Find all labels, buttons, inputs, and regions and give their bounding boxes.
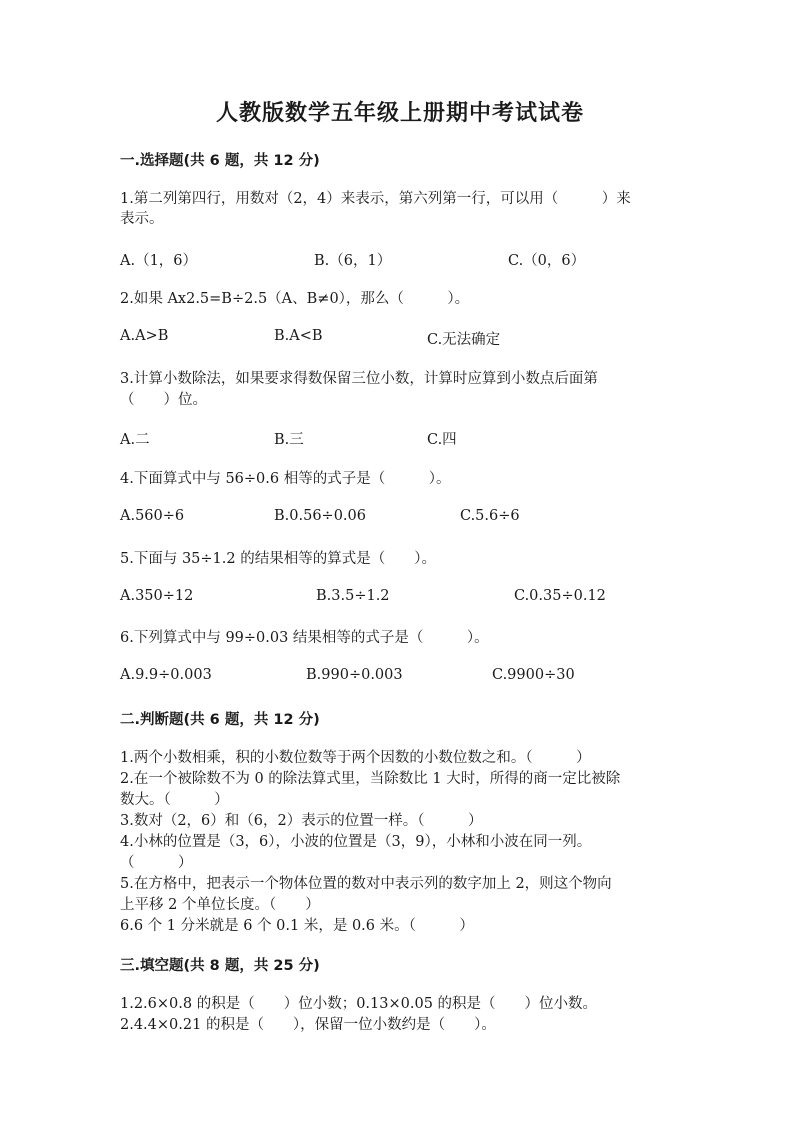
option-c: C.无法确定 — [427, 332, 501, 348]
question-text: 6.下列算式中与 99÷0.03 结果相等的式子是（ ）。 — [120, 630, 489, 646]
option-c: C.9900÷30 — [492, 667, 575, 683]
option-c: C.0.35÷0.12 — [514, 588, 606, 604]
option-b: B.0.56÷0.06 — [274, 508, 366, 524]
statement-line: 4.小林的位置是（3，6），小波的位置是（3，9），小林和小波在同一列。 — [120, 834, 592, 850]
fill-in-line: 2.4.4×0.21 的积是（ ），保留一位小数约是（ ）。 — [120, 1017, 496, 1033]
option-b: B.A<B — [274, 328, 323, 344]
statement-line: 上平移 2 个单位长度。（ ） — [120, 897, 320, 913]
option-a: A.9.9÷0.003 — [120, 667, 212, 683]
option-a: A.A>B — [120, 328, 169, 344]
statement-line: 数大。（ ） — [120, 792, 229, 808]
option-b: B.三 — [274, 432, 304, 448]
question-text: 表示。 — [120, 211, 164, 227]
question-text: 2.如果 Ax2.5=B÷2.5（A、B≠0），那么（ ）。 — [120, 291, 470, 307]
statement-line: 6.6 个 1 分米就是 6 个 0.1 米，是 0.6 米。（ ） — [120, 918, 474, 934]
statement-line: （ ） — [120, 855, 193, 871]
page-title: 人教版数学五年级上册期中考试试卷 — [215, 101, 584, 126]
statement-line: 1.两个小数相乘，积的小数位数等于两个因数的小数位数之和。（ ） — [120, 750, 591, 766]
option-b: B.（6，1） — [314, 253, 392, 269]
section-heading-judgement: 二.判断题(共 6 题，共 12 分) — [120, 712, 320, 728]
option-a: A.560÷6 — [120, 508, 185, 524]
option-c: C.（0，6） — [508, 253, 586, 269]
question-text: 1.第二列第四行，用数对（2，4）来表示，第六列第一行，可以用（ ）来 — [120, 191, 631, 207]
statement-line: 5.在方格中，把表示一个物体位置的数对中表示列的数字加上 2，则这个物向 — [120, 876, 612, 892]
option-c: C.四 — [427, 432, 457, 448]
option-b: B.3.5÷1.2 — [316, 588, 390, 604]
option-a: A.（1，6） — [120, 253, 198, 269]
section-heading-choice: 一.选择题(共 6 题，共 12 分) — [120, 153, 320, 169]
question-text: 4.下面算式中与 56÷0.6 相等的式子是（ ）。 — [120, 471, 451, 487]
option-a: A.二 — [120, 432, 150, 448]
section-heading-fill-in: 三.填空题(共 8 题，共 25 分) — [120, 958, 320, 974]
question-text: 3.计算小数除法，如果要求得数保留三位小数，计算时应算到小数点后面第 — [120, 371, 598, 387]
option-c: C.5.6÷6 — [460, 508, 520, 524]
option-a: A.350÷12 — [120, 588, 194, 604]
option-b: B.990÷0.003 — [306, 667, 403, 683]
question-text: （ ）位。 — [120, 392, 207, 408]
question-text: 5.下面与 35÷1.2 的结果相等的算式是（ ）。 — [120, 551, 436, 567]
statement-line: 3.数对（2，6）和（6，2）表示的位置一样。（ ） — [120, 813, 483, 829]
statement-line: 2.在一个被除数不为 0 的除法算式里，当除数比 1 大时，所得的商一定比被除 — [120, 771, 621, 787]
fill-in-line: 1.2.6×0.8 的积是（ ）位小数；0.13×0.05 的积是（ ）位小数。 — [120, 996, 598, 1012]
